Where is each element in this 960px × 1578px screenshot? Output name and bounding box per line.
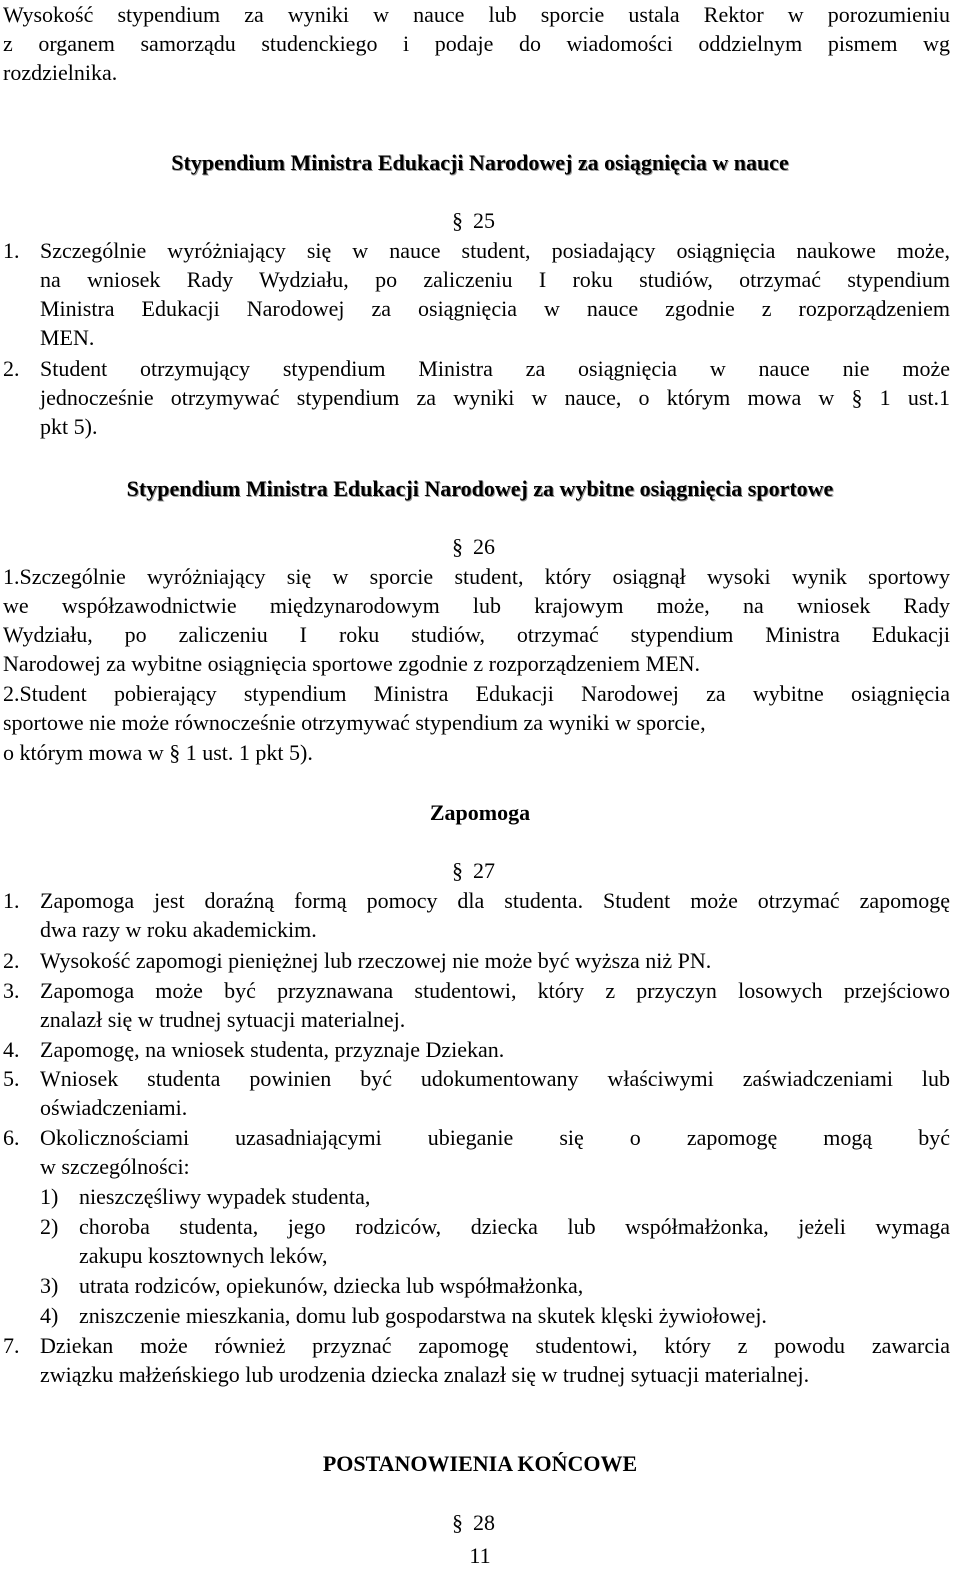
s26-line-1: 1.Szczególnie wyróżniający się w sporcie student, który osiągnął wysoki wynik sportowy [3, 564, 950, 589]
s25-p1-number: 1. [3, 238, 20, 263]
s27-item-6-line-1: Okolicznościami uzasadniającymi ubieganie się o zapomogę mogą być [40, 1125, 950, 1150]
section-number: 28 [473, 1510, 495, 1535]
s27-item-1-number: 1. [3, 888, 20, 913]
s27-subitem-2-line-1: choroba studenta, jego rodziców, dziecka lub współmałżonka, jeżeli wymaga [79, 1214, 950, 1239]
s27-item-2-line-1: Wysokość zapomogi pieniężnej lub rzeczowej nie może być wyższa niż PN. [40, 948, 712, 973]
s27-item-3-number: 3. [3, 978, 20, 1003]
section-sign: § [452, 858, 463, 883]
s27-item-3-line-1: Zapomoga może być przyznawana studentowi, który z przyczyn losowych przejściowo [40, 978, 950, 1003]
intro-line-2: z organem samorządu studenckiego i podaje do wiadomości oddzielnym pismem wg [3, 31, 950, 56]
s27-item-3-line-2: znalazł się w trudnej sytuacji materialnej. [40, 1007, 406, 1032]
s26-line-3: Wydziału, po zaliczeniu I roku studiów, otrzymać stypendium Ministra Edukacji [3, 622, 950, 647]
section-number: 25 [473, 208, 495, 233]
s27-item-5-number: 5. [3, 1066, 20, 1091]
intro-line-1: Wysokość stypendium za wyniki w nauce lub sporcie ustala Rektor w porozumieniu [3, 2, 950, 27]
s26-line-4: Narodowej za wybitne osiągnięcia sportowe zgodnie z rozporządzeniem MEN. [3, 651, 701, 676]
section-26-heading: Stypendium Ministra Edukacji Narodowej za wybitne osiągnięcia sportowe [126, 476, 834, 501]
s27-item-6-number: 6. [3, 1125, 20, 1150]
section-number: 27 [473, 858, 495, 883]
s27-item-6-line-2: w szczególności: [40, 1154, 190, 1179]
section-26-number [452, 532, 495, 561]
s25-p2-line-3: pkt 5). [40, 414, 98, 439]
section-25-number [452, 206, 495, 235]
s27-subitem-3-number: 3) [40, 1273, 59, 1298]
s27-item-1-line-2: dwa razy w roku akademickim. [40, 917, 317, 942]
s27-item-7-line-2: związku małżeńskiego lub urodzenia dziecka znalazł się w trudnej sytuacji materialnej. [40, 1362, 810, 1387]
s27-subitem-3-line-1: utrata rodziców, opiekunów, dziecka lub współmałżonka, [79, 1273, 584, 1298]
s27-item-5-line-1: Wniosek studenta powinien być udokumentowany właściwymi zaświadczeniami lub [40, 1066, 950, 1091]
section-sign: § [452, 534, 463, 559]
s27-item-1-line-1: Zapomoga jest doraźną formą pomocy dla studenta. Student może otrzymać zapomogę [40, 888, 950, 913]
section-sign: § [452, 1510, 463, 1535]
s25-p1-line-4: MEN. [40, 325, 95, 350]
s27-item-2-number: 2. [3, 948, 20, 973]
s27-item-7-line-1: Dziekan może również przyznać zapomogę studentowi, który z powodu zawarcia [40, 1333, 950, 1358]
section-sign: § [452, 208, 463, 233]
s25-p2-line-1: Student otrzymujący stypendium Ministra za osiągnięcia w nauce nie może [40, 356, 950, 381]
section-27-number [452, 856, 495, 885]
s26-line-2: we współzawodnictwie międzynarodowym lub krajowym może, na wniosek Rady [3, 593, 950, 618]
s25-p2-line-2: jednocześnie otrzymywać stypendium za wyniki w nauce, o którym mowa w § 1 ust.1 [40, 385, 950, 410]
s25-p2-number: 2. [3, 356, 20, 381]
section-27-heading: Zapomoga [429, 800, 531, 825]
section-25-heading: Stypendium Ministra Edukacji Narodowej za osiągnięcia w nauce [171, 150, 789, 175]
s27-item-5-line-2: oświadczeniami. [40, 1095, 188, 1120]
s27-subitem-1-line-1: nieszczęśliwy wypadek studenta, [79, 1184, 371, 1209]
s27-subitem-2-number: 2) [40, 1214, 59, 1239]
s25-p1-line-2: na wniosek Rady Wydziału, po zaliczeniu I roku studiów, otrzymać stypendium [40, 267, 950, 292]
s27-subitem-2-line-2: zakupu kosztownych leków, [79, 1243, 328, 1268]
section-28-number [452, 1508, 495, 1537]
s26-line-5: 2.Student pobierający stypendium Ministra Edukacji Narodowej za wybitne osiągnięcia [3, 681, 950, 706]
intro-line-3: rozdzielnika. [3, 60, 118, 85]
section-number: 26 [473, 534, 495, 559]
s26-line-7: o którym mowa w § 1 ust. 1 pkt 5). [3, 740, 313, 765]
s27-item-4-number: 4. [3, 1037, 20, 1062]
s27-subitem-4-line-1: zniszczenie mieszkania, domu lub gospodarstwa na skutek klęski żywiołowej. [79, 1303, 767, 1328]
s27-subitem-4-number: 4) [40, 1303, 59, 1328]
s27-subitem-1-number: 1) [40, 1184, 59, 1209]
page-number: 11 [469, 1543, 491, 1568]
s27-item-4-line-1: Zapomogę, na wniosek studenta, przyznaje Dziekan. [40, 1037, 505, 1062]
s26-line-6: sportowe nie może równocześnie otrzymywać stypendium za wyniki w sporcie, [3, 710, 706, 735]
s25-p1-line-1: Szczególnie wyróżniający się w nauce student, posiadający osiągnięcia naukowe może, [40, 238, 950, 263]
s27-item-7-number: 7. [3, 1333, 20, 1358]
s25-p1-line-3: Ministra Edukacji Narodowej za osiągnięcia w nauce zgodnie z rozporządzeniem [40, 296, 950, 321]
final-provisions-heading: POSTANOWIENIA KOŃCOWE [322, 1451, 638, 1476]
